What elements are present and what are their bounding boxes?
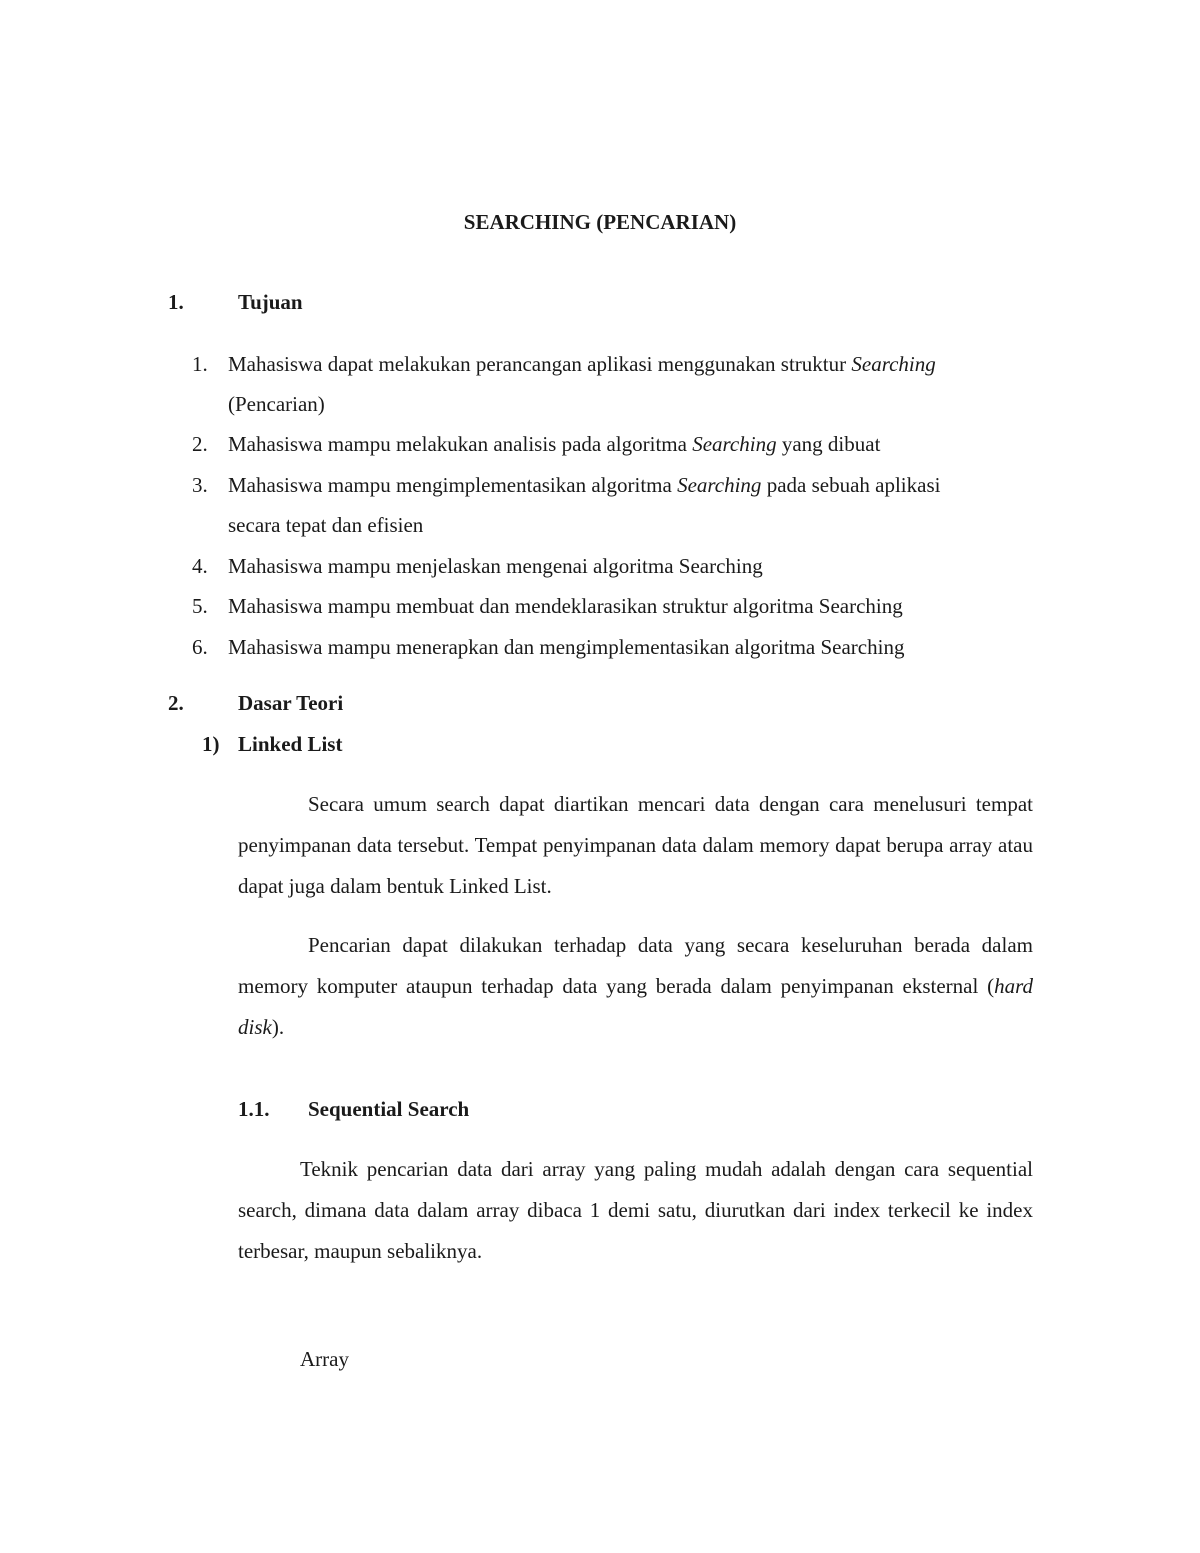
list-item-text: Mahasiswa mampu menerapkan dan mengimplementasikan algoritma Searching (228, 635, 905, 659)
array-label: Array (300, 1347, 349, 1371)
subsection-1-1-heading: Sequential Search (308, 1097, 470, 1121)
list-item-number: 3. (192, 473, 208, 497)
paragraph-sequential-search: Teknik pencarian data dari array yang paling mudah adalah dengan cara sequential search, dimana data dalam array dibaca 1 demi satu, diurutkan dari index terkecil ke index terbesar, maupun sebaliknya. (238, 1157, 1033, 1263)
document-title: SEARCHING (PENCARIAN) (463, 210, 737, 234)
list-item-number: 6. (192, 635, 208, 659)
list-item-text: Mahasiswa mampu membuat dan mendeklarasikan struktur algoritma Searching (228, 594, 903, 618)
italic-run: hard disk (238, 974, 1033, 1039)
section-1-number: 1. (168, 290, 184, 314)
italic-run: Searching (677, 473, 762, 497)
italic-run: Searching (851, 352, 936, 376)
section-2-heading: Dasar Teori (238, 691, 344, 715)
list-item-text: Mahasiswa mampu menjelaskan mengenai algoritma Searching (228, 554, 763, 578)
section-1-heading: Tujuan (238, 290, 303, 314)
paragraph-linked-list-2 (238, 925, 1033, 1048)
subsection-1-heading: Linked List (238, 732, 343, 756)
list-item-number: 1. (192, 352, 208, 376)
list-item-text (228, 465, 940, 506)
subsection-1-1-number: 1.1. (238, 1097, 270, 1121)
text-run: yang dibuat (776, 432, 881, 456)
list-item-text (228, 344, 936, 385)
list-item-text (228, 424, 880, 465)
list-item-continuation: secara tepat dan efisien (228, 513, 424, 537)
list-item-number: 5. (192, 594, 208, 618)
text-run: Mahasiswa dapat melakukan perancangan aplikasi menggunakan struktur (228, 352, 852, 376)
list-item-continuation: (Pencarian) (228, 392, 325, 416)
list-item-number: 2. (192, 432, 208, 456)
text-run: Mahasiswa mampu mengimplementasikan algoritma (228, 473, 678, 497)
text-run: ). (271, 1015, 285, 1039)
subsection-1-number: 1) (202, 732, 220, 756)
text-run: Mahasiswa mampu melakukan analisis pada algoritma (228, 432, 693, 456)
text-run: Pencarian dapat dilakukan terhadap data yang secara keseluruhan berada dalam memory komputer ataupun terhadap data yang berada dalam penyimpanan eksternal ( (238, 933, 1033, 998)
section-2-number: 2. (168, 691, 184, 715)
list-item-number: 4. (192, 554, 208, 578)
text-run: pada sebuah aplikasi (761, 473, 941, 497)
paragraph-linked-list-1: Secara umum search dapat diartikan mencari data dengan cara menelusuri tempat penyimpanan data tersebut. Tempat penyimpanan data dalam memory dapat berupa array atau dapat juga dalam bentuk Linked List. (238, 792, 1033, 898)
italic-run: Searching (692, 432, 777, 456)
